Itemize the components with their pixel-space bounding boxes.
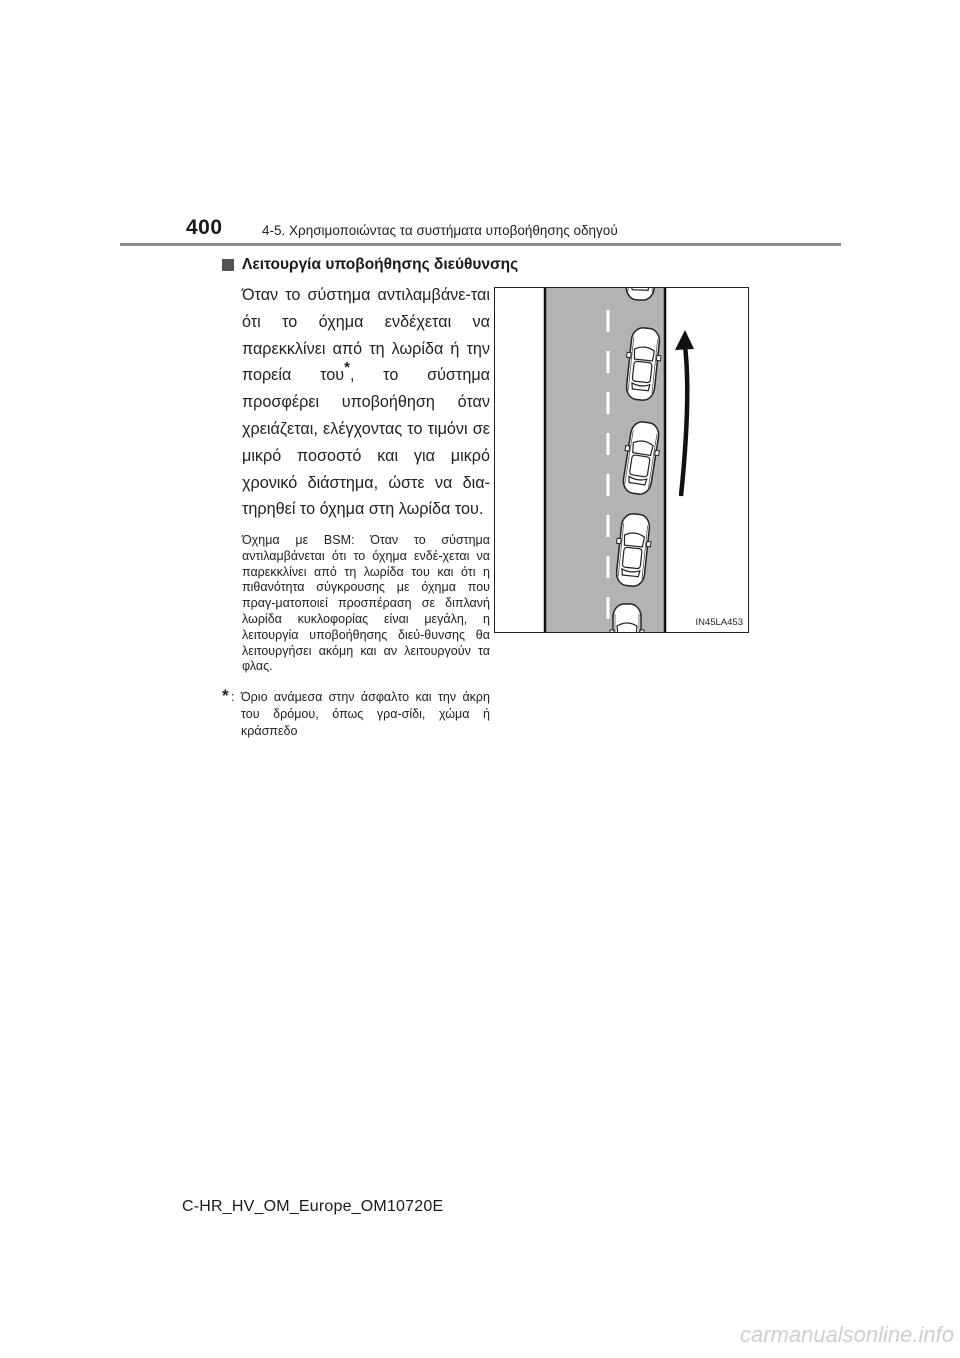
figure-code: IN45LA453 [695,617,743,628]
footnote [222,686,490,740]
footnote-separator: : [231,690,235,704]
body-paragraph [242,282,490,523]
body-text-part-1: Όταν το σύστημα αντιλαμβάνε-ται ότι το όχημα ενδέχεται να παρεκκλίνει από τη λωρίδα ή την πορεία του [242,286,490,385]
lane-assist-illustration [494,287,749,633]
document-code: C-HR_HV_OM_Europe_OM10720E [182,1198,444,1215]
footnote-mark: * [222,686,229,705]
asterisk-mark: * [344,359,350,376]
body-text-part-2: , το σύστημα προσφέρει υποβοήθηση όταν χρειάζεται, ελέγχοντας το τιμόνι σε μικρό ποσοστό και για μικρό χρονικό διάστημα, ώστε να δια-τηρηθεί το όχημα στη λωρίδα του. [242,366,491,519]
bsm-note: Όχημα με BSM: Όταν το σύστημα αντιλαμβάνεται ότι το όχημα ενδέ-χεται να παρεκκλίνει από τη λωρίδα του και ότι η πιθανότητα σύγκρουσης με όχημα που πραγ-ματοποιεί προσπέραση σε διπλανή λωρίδα κυκλοφορίας είναι μεγάλη, η λειτουργία υποβοήθησης διεύ-θυνσης θα λειτουργήσει ακόμη και αν λειτουργούν τα φλας. [242,533,490,674]
watermark: carmanualsonline.info [739,1322,954,1347]
road-diagram [495,288,749,633]
subheading [222,256,518,274]
car-icon [610,604,644,633]
square-bullet-icon [222,259,234,271]
header-divider [120,243,841,246]
section-title: 4-5. Χρησιμοποιώντας τα συστήματα υποβοήθησης οδηγού [262,223,618,238]
page-number: 400 [186,216,223,239]
subheading-text: Λειτουργία υποβοήθησης διεύθυνσης [242,256,519,273]
curved-arrow-icon [675,330,694,496]
footnote-text: Όριο ανάμεσα στην άσφαλτο και την άκρη του δρόμου, όπως γρα-σίδι, χώμα ή κράσπεδο [241,690,490,738]
